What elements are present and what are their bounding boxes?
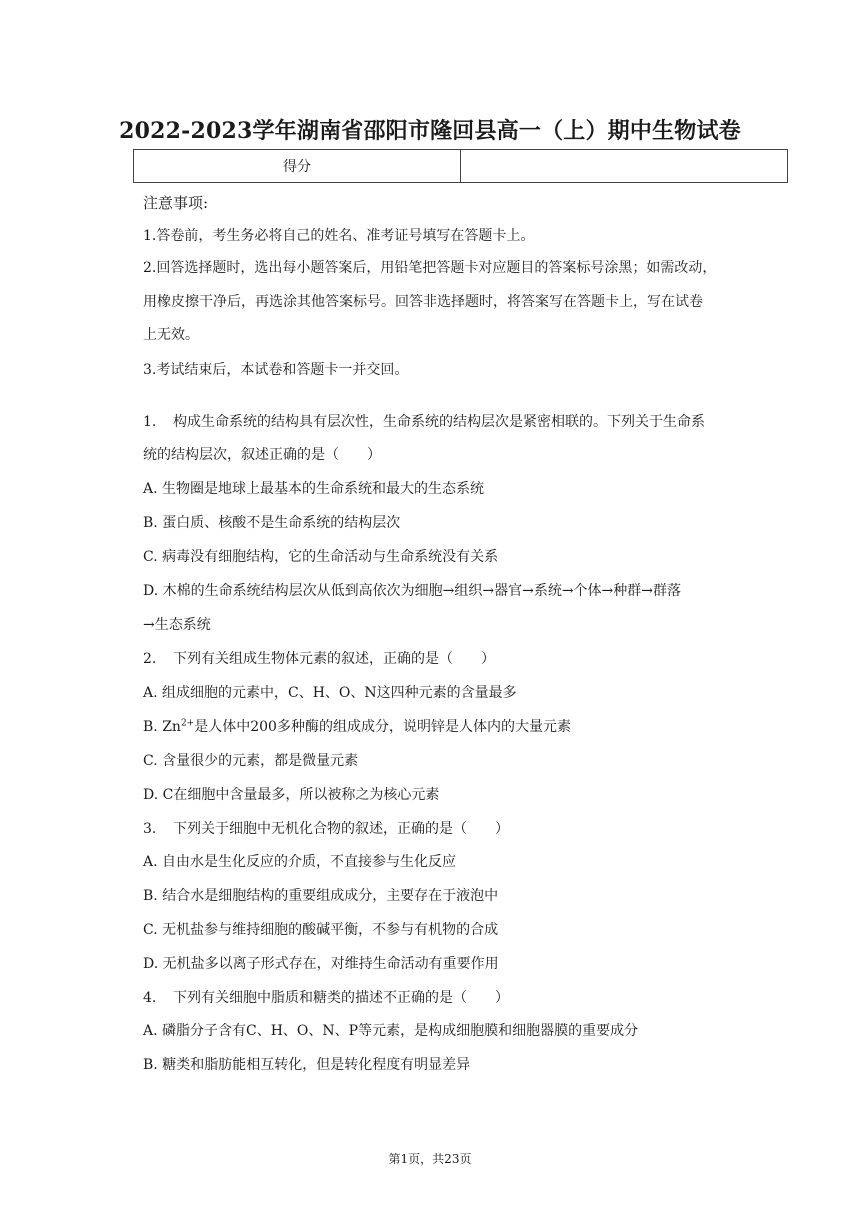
question-3-option-d: D. 无机盐多以离子形式存在，对维持生命活动有重要作用 xyxy=(143,956,499,972)
notes-item-1: 1.答卷前，考生务必将自己的姓名、准考证号填写在答题卡上。 xyxy=(143,228,535,244)
question-2-option-d: D. C在细胞中含量最多，所以被称之为核心元素 xyxy=(143,787,440,803)
question-2-option-a: A. 组成细胞的元素中，C、H、O、N这四种元素的含量最多 xyxy=(143,685,517,701)
question-1-stem-cont: 统的结构层次，叙述正确的是（ ） xyxy=(143,447,381,463)
notes-item-2-line-2: 用橡皮擦干净后，再选涂其他答案标号。回答非选择题时，将答案写在答题卡上，写在试卷 xyxy=(143,294,703,310)
question-text: 下列有关组成生物体元素的叙述，正确的是（ ） xyxy=(173,651,495,667)
notes-item-3: 3.考试结束后，本试卷和答题卡一并交回。 xyxy=(143,362,409,378)
page-footer: 第1页，共23页 xyxy=(388,1152,472,1166)
question-1-option-b: B. 蛋白质、核酸不是生命系统的结构层次 xyxy=(143,515,401,531)
question-1-option-d-cont: →生态系统 xyxy=(143,617,211,633)
question-3-option-c: C. 无机盐参与维持细胞的酸碱平衡，不参与有机物的合成 xyxy=(143,922,499,938)
question-2-option-b xyxy=(143,717,571,737)
ion-charge: 2+ xyxy=(180,718,195,729)
option-prefix: B. Zn xyxy=(143,719,181,735)
question-number: 1. xyxy=(143,414,157,430)
question-1-option-c: C. 病毒没有细胞结构，它的生命活动与生命系统没有关系 xyxy=(143,549,499,565)
notes-item-2-line-3: 上无效。 xyxy=(143,327,199,343)
notes-item-2-line-1: 2.回答选择题时，选出每小题答案后，用铅笔把答题卡对应题目的答案标号涂黑；如需改动， xyxy=(143,260,717,276)
question-3-stem xyxy=(143,819,509,839)
question-4-option-a: A. 磷脂分子含有C、H、O、N、P等元素，是构成细胞膜和细胞器膜的重要成分 xyxy=(143,1023,639,1039)
question-text: 下列有关细胞中脂质和糖类的描述不正确的是（ ） xyxy=(173,990,509,1006)
question-1-stem xyxy=(143,412,705,432)
question-2-option-c: C. 含量很少的元素，都是微量元素 xyxy=(143,753,359,769)
question-4-stem xyxy=(143,988,509,1008)
question-3-option-a: A. 自由水是生化反应的介质，不直接参与生化反应 xyxy=(143,854,457,870)
score-value xyxy=(460,150,787,182)
option-text: 是人体中200多种酶的组成成分，说明锌是人体内的大量元素 xyxy=(194,719,571,735)
notes-heading: 注意事项: xyxy=(143,194,209,212)
question-text: 下列关于细胞中无机化合物的叙述，正确的是（ ） xyxy=(173,821,509,837)
question-4-option-b: B. 糖类和脂肪能相互转化，但是转化程度有明显差异 xyxy=(143,1057,471,1073)
question-text: 构成生命系统的结构具有层次性，生命系统的结构层次是紧密相联的。下列关于生命系 xyxy=(173,414,705,430)
score-label: 得分 xyxy=(283,159,311,175)
score-table xyxy=(133,149,788,183)
page-title: 2022-2023学年湖南省邵阳市隆回县高一（上）期中生物试卷 xyxy=(119,118,741,144)
question-3-option-b: B. 结合水是细胞结构的重要组成成分，主要存在于液泡中 xyxy=(143,888,499,904)
question-number: 4. xyxy=(143,990,157,1006)
question-number: 3. xyxy=(143,821,157,837)
question-1-option-a: A. 生物圈是地球上最基本的生命系统和最大的生态系统 xyxy=(143,481,485,497)
question-2-stem xyxy=(143,649,495,669)
question-number: 2. xyxy=(143,651,157,667)
question-1-option-d: D. 木棉的生命系统结构层次从低到高依次为细胞→组织→器官→系统→个体→种群→群落 xyxy=(143,583,682,599)
